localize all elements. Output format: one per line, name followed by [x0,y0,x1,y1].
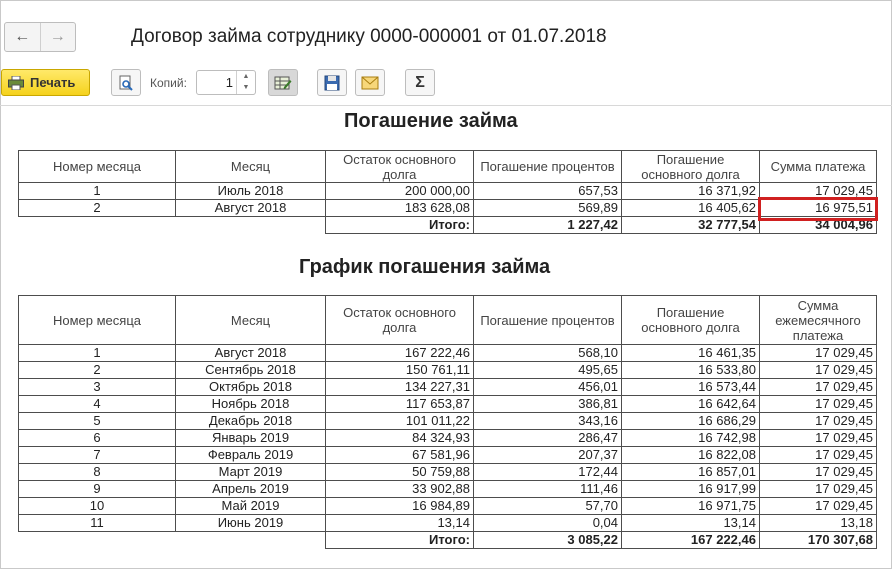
total-payment-cell: 17 029,45 [760,345,877,362]
table-row [19,447,877,464]
copies-input[interactable] [196,70,256,95]
interest-payment-cell: 343,16 [474,413,622,430]
arrow-left-icon: ← [14,28,31,45]
column-header: Номер месяца [19,151,176,183]
interest-payment-cell: 495,65 [474,362,622,379]
window-title: Договор займа сотруднику 0000-000001 от 01.07.2018 [131,26,607,47]
column-header: Погашение основного долга [622,296,760,345]
month-name-cell: Апрель 2019 [176,481,326,498]
totals-interest: 3 085,22 [474,532,622,549]
month-name-cell: Июль 2018 [176,183,326,200]
total-payment-cell: 17 029,45 [760,464,877,481]
principal-balance-cell: 167 222,46 [326,345,474,362]
month-number-cell: 3 [19,379,176,396]
column-header: Остаток основного долга [326,151,474,183]
save-button[interactable] [317,69,347,96]
principal-payment-cell: 16 461,35 [622,345,760,362]
month-number-cell: 1 [19,183,176,200]
sum-button[interactable] [405,69,435,96]
principal-payment-cell: 16 405,62 [622,200,760,217]
month-number-cell: 2 [19,362,176,379]
month-name-cell: Август 2018 [176,345,326,362]
interest-payment-cell: 207,37 [474,447,622,464]
month-number-cell: 8 [19,464,176,481]
total-payment-cell: 17 029,45 [760,379,877,396]
month-name-cell: Сентябрь 2018 [176,362,326,379]
copies-value: 1 [225,75,233,90]
month-number-cell: 6 [19,430,176,447]
table-row [19,200,877,217]
principal-balance-cell: 150 761,11 [326,362,474,379]
month-name-cell: Июнь 2019 [176,515,326,532]
table-row [19,345,877,362]
month-name-cell: Январь 2019 [176,430,326,447]
column-header: Погашение основного долга [622,151,760,183]
principal-balance-cell: 183 628,08 [326,200,474,217]
total-payment-cell: 16 975,51 [760,200,877,217]
interest-payment-cell: 456,01 [474,379,622,396]
column-header: Погашение процентов [474,296,622,345]
month-number-cell: 7 [19,447,176,464]
month-name-cell: Август 2018 [176,200,326,217]
interest-payment-cell: 286,47 [474,430,622,447]
total-payment-cell: 17 029,45 [760,396,877,413]
total-payment-cell: 17 029,45 [760,362,877,379]
totals-label: Итого: [326,217,474,234]
forward-button[interactable] [40,23,76,51]
principal-payment-cell: 16 857,01 [622,464,760,481]
principal-payment-cell: 16 742,98 [622,430,760,447]
schedule-table [18,295,877,549]
table-row [19,430,877,447]
total-payment-cell: 17 029,45 [760,430,877,447]
print-preview-icon [118,75,134,91]
principal-balance-cell: 13,14 [326,515,474,532]
arrow-right-icon: → [49,28,66,45]
column-header: Погашение процентов [474,151,622,183]
interest-payment-cell: 111,46 [474,481,622,498]
table-row [19,515,877,532]
repayment-totals-row [19,217,877,234]
column-header: Месяц [176,296,326,345]
principal-payment-cell: 16 642,64 [622,396,760,413]
copies-spinner[interactable]: ▲ ▼ [236,71,255,94]
interest-payment-cell: 172,44 [474,464,622,481]
sigma-icon: Σ [415,73,425,91]
total-payment-cell: 17 029,45 [760,183,877,200]
print-button-label: Печать [30,75,76,90]
principal-balance-cell: 16 984,89 [326,498,474,515]
back-button[interactable] [5,23,40,51]
copies-label: Копий: [150,76,187,90]
month-number-cell: 11 [19,515,176,532]
column-header: Номер месяца [19,296,176,345]
column-header: Месяц [176,151,326,183]
floppy-disk-icon [324,75,340,91]
column-header: Остаток основного долга [326,296,474,345]
total-payment-cell: 17 029,45 [760,413,877,430]
interest-payment-cell: 657,53 [474,183,622,200]
table-row [19,413,877,430]
table-row [19,498,877,515]
interest-payment-cell: 386,81 [474,396,622,413]
printer-icon [8,76,24,90]
total-payment-cell: 17 029,45 [760,481,877,498]
totals-payment: 34 004,96 [760,217,877,234]
totals-interest: 1 227,42 [474,217,622,234]
principal-payment-cell: 16 971,75 [622,498,760,515]
totals-payment: 170 307,68 [760,532,877,549]
month-name-cell: Май 2019 [176,498,326,515]
totals-principal: 167 222,46 [622,532,760,549]
month-number-cell: 1 [19,345,176,362]
month-name-cell: Декабрь 2018 [176,413,326,430]
repayment-heading: Погашение займа [344,110,518,132]
principal-payment-cell: 16 371,92 [622,183,760,200]
edit-table-icon [274,75,292,91]
envelope-icon [361,76,379,90]
column-header: Сумма платежа [760,151,877,183]
month-number-cell: 5 [19,413,176,430]
navigation-group [4,22,76,52]
principal-payment-cell: 16 917,99 [622,481,760,498]
principal-balance-cell: 33 902,88 [326,481,474,498]
toolbar-separator [0,105,892,106]
principal-balance-cell: 67 581,96 [326,447,474,464]
preview-button[interactable] [111,69,141,96]
month-name-cell: Ноябрь 2018 [176,396,326,413]
principal-balance-cell: 101 011,22 [326,413,474,430]
interest-payment-cell: 57,70 [474,498,622,515]
month-number-cell: 9 [19,481,176,498]
table-row [19,396,877,413]
principal-balance-cell: 117 653,87 [326,396,474,413]
principal-payment-cell: 13,14 [622,515,760,532]
month-number-cell: 4 [19,396,176,413]
month-name-cell: Октябрь 2018 [176,379,326,396]
month-name-cell: Февраль 2019 [176,447,326,464]
principal-payment-cell: 16 533,80 [622,362,760,379]
totals-principal: 32 777,54 [622,217,760,234]
table-row [19,464,877,481]
principal-balance-cell: 200 000,00 [326,183,474,200]
schedule-header-row [19,296,877,345]
interest-payment-cell: 569,89 [474,200,622,217]
principal-balance-cell: 84 324,93 [326,430,474,447]
table-row [19,379,877,396]
month-number-cell: 2 [19,200,176,217]
table-row [19,362,877,379]
table-row [19,183,877,200]
principal-balance-cell: 134 227,31 [326,379,474,396]
table-row [19,481,877,498]
print-button[interactable] [1,69,90,96]
principal-balance-cell: 50 759,88 [326,464,474,481]
month-name-cell: Март 2019 [176,464,326,481]
total-payment-cell: 13,18 [760,515,877,532]
repayment-header-row [19,151,877,183]
send-email-button[interactable] [355,69,385,96]
schedule-heading: График погашения займа [299,256,551,278]
column-header: Сумма ежемесячного платежа [760,296,877,345]
edit-mode-button[interactable] [268,69,298,96]
schedule-totals-row [19,532,877,549]
principal-payment-cell: 16 686,29 [622,413,760,430]
principal-payment-cell: 16 822,08 [622,447,760,464]
interest-payment-cell: 568,10 [474,345,622,362]
total-payment-cell: 17 029,45 [760,447,877,464]
principal-payment-cell: 16 573,44 [622,379,760,396]
month-number-cell: 10 [19,498,176,515]
highlight-box [758,197,878,221]
interest-payment-cell: 0,04 [474,515,622,532]
total-payment-cell: 17 029,45 [760,498,877,515]
repayment-table [18,150,877,234]
totals-label: Итого: [326,532,474,549]
